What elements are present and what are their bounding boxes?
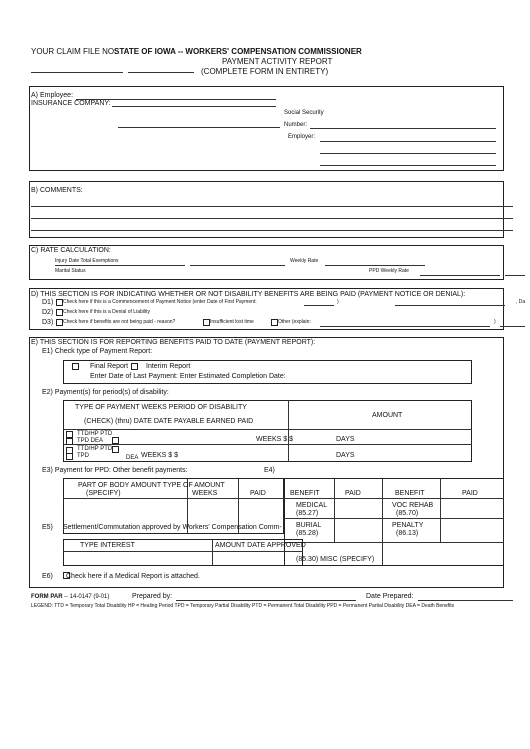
d1-right-field[interactable]	[395, 305, 505, 306]
e2-row2-type-c: DEA	[126, 455, 139, 461]
weekly-rate-label: Weekly Rate	[290, 258, 319, 264]
e6-label: E6)	[42, 573, 53, 580]
e5-text: Settlement/Commutation approved by Workers' Compensation Comm-	[63, 524, 282, 531]
marital-status-label: Marital Status	[55, 268, 86, 274]
burial-code: (85.28)	[296, 530, 319, 537]
e2-row1-days: DAYS	[336, 436, 355, 443]
completion-date-label: Enter Date of Last Payment: Enter Estimated Completion Date:	[90, 373, 286, 380]
d1-text: Check here if this is a Commencement of Payment Notice (enter Date of First Payment:	[63, 299, 257, 305]
d3-label: D3)	[42, 319, 54, 326]
e6-text: Check here if a Medical Report is attached.	[66, 573, 200, 580]
medical-code: (85.27)	[296, 510, 319, 517]
e2-row2-type-b: TPD	[77, 453, 89, 459]
e3-paid: PAID	[250, 490, 266, 497]
voc-rehab-label: VOC REHAB	[392, 502, 434, 509]
section-e-title: E) THIS SECTION IS FOR REPORTING BENEFITS PAID TO DATE (PAYMENT REPORT):	[31, 339, 316, 346]
d3-insufficient-text: Insufficient lost time	[210, 319, 254, 325]
d3-right-ext	[500, 326, 525, 327]
interim-report-label: Interim Report	[146, 363, 191, 370]
misc-label: (85.30) MISC (SPECIFY)	[296, 556, 375, 563]
d2-checkbox[interactable]	[56, 309, 63, 316]
ppd-weekly-rate-field[interactable]	[420, 275, 500, 276]
ssn-label: Social Security	[284, 110, 324, 116]
d3-close: )	[494, 319, 496, 325]
d3-checkbox[interactable]	[56, 319, 63, 326]
insurance-label: INSURANCE COMPANY:	[31, 100, 111, 107]
ppd-rate-ext	[505, 275, 525, 276]
prepared-by-label: Prepared by:	[132, 593, 173, 600]
report-instruction: (COMPLETE FORM IN ENTIRETY)	[201, 67, 329, 76]
insurance-field[interactable]	[112, 106, 276, 107]
d3-other-checkbox[interactable]	[271, 319, 278, 326]
final-report-label: Final Report	[90, 363, 129, 370]
e5-type-header: TYPE INTEREST	[80, 542, 135, 549]
e2-row1-weeks: WEEKS $ $	[256, 436, 293, 443]
e2-row1-checkbox-c[interactable]	[112, 437, 119, 444]
d3-text: Check here if benefits are not being paid - reason?	[63, 319, 176, 325]
e2-row2-days: DAYS	[336, 452, 355, 459]
d2-label: D2)	[42, 309, 54, 316]
e2-row2-checkbox-c[interactable]	[112, 446, 119, 453]
rate-calc-title: C) RATE CALCULATION:	[31, 247, 111, 254]
comments-label: B) COMMENTS:	[31, 187, 83, 194]
ppd-weekly-rate-label: PPD Weekly Rate	[369, 268, 409, 274]
d1-checkbox[interactable]	[56, 299, 63, 306]
e2-row1-checkbox-a[interactable]	[66, 431, 73, 438]
address-field-1[interactable]	[118, 127, 280, 128]
employee-label: A) Employee:	[31, 92, 74, 99]
interim-report-checkbox[interactable]	[131, 363, 138, 370]
d1-right-text: , Da	[516, 299, 526, 305]
employer-field-1[interactable]	[320, 141, 496, 142]
prepared-by-field[interactable]	[176, 600, 356, 601]
date-prepared-field[interactable]	[418, 600, 513, 601]
d2-text: Check here if this is a Denial of Liability	[63, 309, 150, 315]
employer-label: Employer:	[288, 134, 316, 140]
date-prepared-label: Date Prepared:	[366, 593, 414, 600]
e2-row1-type-b: TPD DEA	[77, 438, 104, 444]
e5-amount-header: AMOUNT DATE APPROVED	[215, 542, 306, 549]
ssn-field[interactable]	[310, 128, 496, 129]
d1-date-field[interactable]	[304, 305, 334, 306]
employer-field-2[interactable]	[320, 153, 496, 154]
penalty-label: PENALTY	[392, 522, 424, 529]
employer-field-3[interactable]	[320, 165, 496, 166]
form-code: FORM PAR	[31, 594, 63, 600]
d3-other-text: Other (explain:	[278, 319, 311, 325]
claim-file-field-2[interactable]	[128, 72, 194, 73]
medical-label: MEDICAL	[296, 502, 328, 509]
d3-explain-field[interactable]	[320, 326, 490, 327]
e4-benefit-1: BENEFIT	[290, 490, 320, 497]
e2-row2-weeks: WEEKS $ $	[141, 452, 178, 459]
d1-label: D1)	[42, 299, 54, 306]
report-title: PAYMENT ACTIVITY REPORT	[222, 57, 333, 66]
e2-amount-header: AMOUNT	[372, 412, 403, 419]
e2-label: E2) Payment(s) for period(s) of disability:	[42, 389, 169, 396]
voc-rehab-code: (85.70)	[396, 510, 419, 517]
e1-label: E1) Check type of Payment Report:	[42, 348, 153, 355]
e2-check-header: (CHECK) (thru) DATE DATE PAYABLE EARNED PAID	[84, 418, 254, 425]
claim-file-label: YOUR CLAIM FILE NO.	[31, 47, 117, 56]
penalty-code: (86.13)	[396, 530, 419, 537]
exemptions-field[interactable]	[190, 265, 285, 266]
e5-label: E5)	[42, 524, 53, 531]
number-label: Number:	[284, 122, 308, 128]
final-report-checkbox[interactable]	[72, 363, 79, 370]
legend-text: LEGEND: TTD = Temporary Total Disability HP = Healing Period TPD = Temporary Partial Disability PTD = Permanent Total Disability PPD = Permanent Partial Disability DEA = Death Benefits	[31, 603, 455, 609]
burial-label: BURIAL	[296, 522, 322, 529]
claim-file-field[interactable]	[31, 72, 123, 73]
e2-type-header: TYPE OF PAYMENT WEEKS PERIOD OF DISABILITY	[75, 404, 247, 411]
e2-row1-type-a: TTD/HP PTD	[77, 431, 113, 437]
comments-line-3[interactable]	[31, 230, 513, 231]
e2-row2-type-a: TTD/HP PTD	[77, 446, 113, 452]
form-number: -- 14-0147 (9-01)	[64, 594, 110, 600]
e4-label: E4)	[264, 467, 275, 474]
e3-specify: (SPECIFY)	[86, 490, 121, 497]
e3-label: E3) Payment for PPD: Other benefit payments:	[42, 467, 188, 474]
d3-insufficient-checkbox[interactable]	[203, 319, 210, 326]
agency-title: STATE OF IOWA -- WORKERS' COMPENSATION COMMISSIONER	[114, 47, 362, 56]
d1-close: )	[337, 299, 339, 305]
e4-benefit-2: BENEFIT	[395, 490, 425, 497]
e3-body-part-header: PART OF BODY AMOUNT TYPE OF AMOUNT	[78, 482, 225, 489]
e4-paid-1: PAID	[345, 490, 361, 497]
e2-row2-checkbox-b[interactable]	[66, 453, 73, 460]
injury-date-label: Injury Date Total Exemptions	[55, 258, 119, 264]
e3-weeks: WEEKS	[192, 490, 218, 497]
comments-line-1[interactable]	[31, 206, 513, 207]
weekly-rate-field[interactable]	[325, 265, 425, 266]
e4-paid-2: PAID	[462, 490, 478, 497]
comments-line-2[interactable]	[31, 218, 513, 219]
section-d-title: D) THIS SECTION IS FOR INDICATING WHETHER OR NOT DISABILITY BENEFITS ARE BEING PAID (PAYMENT NOTICE OR DENIAL):	[31, 291, 466, 298]
e2-row1-checkbox-b[interactable]	[66, 438, 73, 445]
injury-date-field[interactable]	[55, 265, 185, 266]
